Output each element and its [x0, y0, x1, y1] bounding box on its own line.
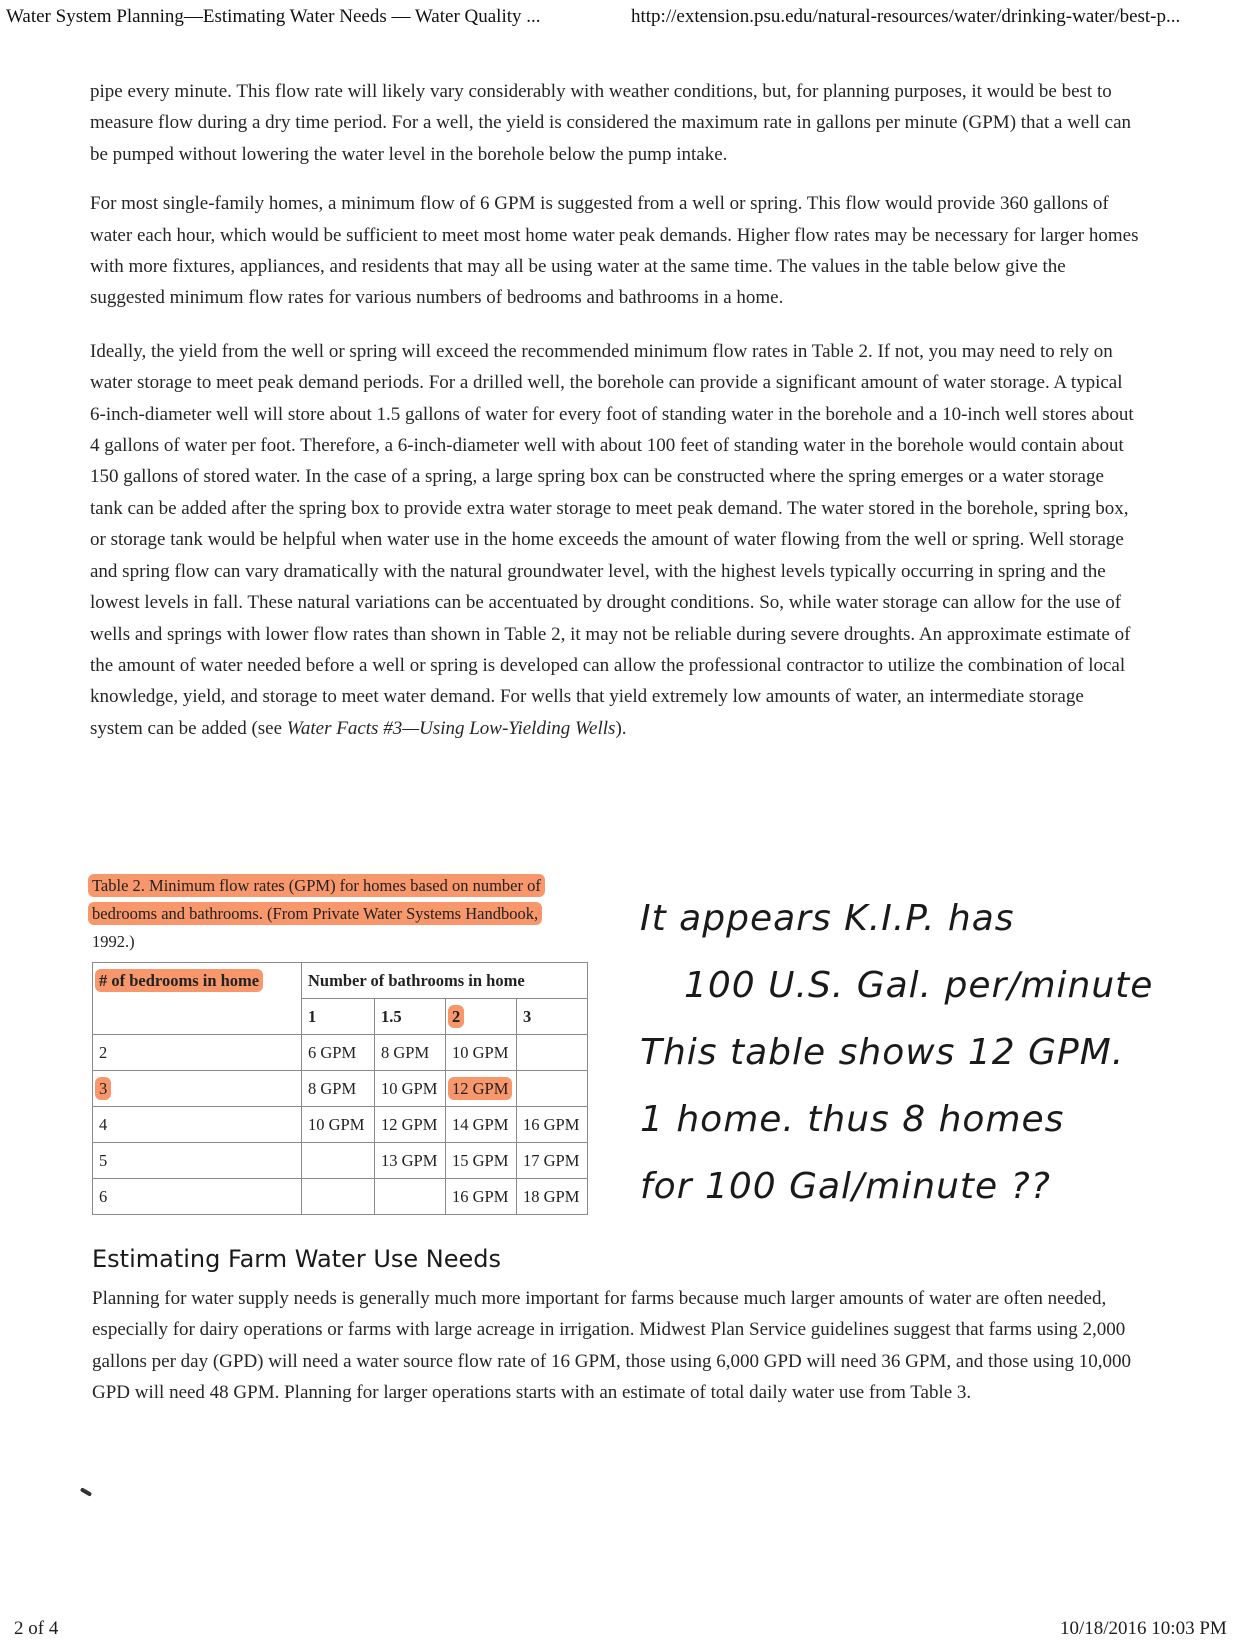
paragraph-storage-text: Ideally, the yield from the well or spring will exceed the recommended minimum flow rates in Table 2. If not, you may need to rely on water storage to meet peak demand periods. For a drilled well, the borehole can provide a significant amount of water storage. A typical 6-inch-diameter well will store about 1.5 gallons of water for every foot of standing water in the borehole and a 10-inch well stores about 4 gallons of water per foot. Therefore, a 6-inch-diameter well with about 100 feet of standing water in the borehole would contain about 150 gallons of stored water. In the case of a spring, a large spring box can be constructed where the spring emerges or a water storage tank can be added after the spring box to provide extra water storage to meet peak demand. The water stored in the borehole, spring box, or storage tank would be helpful when water use in the home exceeds the amount of water flowing from the well or spring. Well storage and spring flow can vary dramatically with the natural groundwater level, with the highest levels typically occurring in spring and the lowest levels in fall. These natural variations can be accentuated by drought conditions. So, while water storage can allow for the use of wells and springs with lower flow rates than shown in Table 2, it may not be reliable during severe droughts. An approximate estimate of the amount of water needed before a well or spring is developed can allow the professional contractor to utilize the combination of local knowledge, yield, and storage to meet water demand. For wells that yield extremely low amounts of water, an intermediate storage system can be added (see — [90, 340, 1134, 739]
table-header-row — [93, 963, 588, 999]
note-line: It appears K.I.P. has — [640, 898, 1015, 939]
bath-col-1: 1 — [302, 999, 375, 1035]
table-row — [93, 1071, 588, 1107]
caption-line-3: 1992.) — [92, 932, 135, 951]
bedrooms-cell: 5 — [93, 1143, 302, 1179]
farm-section — [92, 1245, 1142, 1409]
water-facts-reference: Water Facts #3—Using Low-Yielding Wells — [286, 717, 616, 739]
flow-cell — [517, 1071, 588, 1107]
flow-cell: 14 GPM — [446, 1107, 517, 1143]
section-heading: Estimating Farm Water Use Needs — [92, 1245, 502, 1273]
flow-cell: 12 GPM — [446, 1071, 517, 1107]
flow-cell: 16 GPM — [517, 1107, 588, 1143]
flow-cell — [302, 1143, 375, 1179]
caption-line-2: bedrooms and bathrooms. (From Private Water Systems Handbook, — [88, 902, 542, 925]
bedrooms-cell: 6 — [93, 1179, 302, 1215]
handwritten-note — [640, 885, 1240, 1220]
note-line: 1 home. thus 8 homes — [640, 1099, 1065, 1140]
print-header — [6, 6, 1248, 34]
farm-paragraph: Planning for water supply needs is generally much more important for farms because much larger amounts of water are often needed, especially for dairy operations or farms with large acreage in irrigation. Midwest Plan Service guidelines suggest that farms using 2,000 gallons per day (GPD) will need a water source flow rate of 16 GPM, those using 6,000 GPD will need 36 GPM, and those using 10,000 GPD will need 48 GPM. Planning for larger operations starts with an estimate of total daily water use from Table 3. — [92, 1288, 1132, 1404]
bedrooms-cell: 2 — [93, 1035, 302, 1071]
flow-cell: 8 GPM — [302, 1071, 375, 1107]
flow-cell: 18 GPM — [517, 1179, 588, 1215]
bedrooms-cell: 3 — [93, 1071, 302, 1107]
caption-line-1: Table 2. Minimum flow rates (GPM) for homes based on number of — [88, 874, 545, 897]
bath-col-2: 2 — [446, 999, 517, 1035]
page-url: http://extension.psu.edu/natural-resources/water/drinking-water/best-p... — [631, 6, 1181, 27]
table-row — [93, 1107, 588, 1143]
page-number: 2 of 4 — [14, 1618, 59, 1639]
note-line: for 100 Gal/minute ?? — [640, 1166, 1051, 1207]
paragraph-flow-rate: pipe every minute. This flow rate will likely vary considerably with weather conditions, but, for planning purposes, it would be best to measure flow during a dry time period. For a well, the yield is considered the maximum rate in gallons per minute (GPM) that a well can be pumped without lowering the water level in the borehole below the pump intake. — [90, 81, 1132, 165]
paragraph-single-family: For most single-family homes, a minimum flow of 6 GPM is suggested from a well or spring. This flow would provide 360 gallons of water each hour, which would be sufficient to meet most home water peak demands. Higher flow rates may be necessary for larger homes with more fixtures, appliances, and residents that may all be using water at the same time. The values in the table below give the suggested minimum flow rates for various numbers of bedrooms and bathrooms in a home. — [90, 193, 1139, 309]
flow-cell: 10 GPM — [302, 1107, 375, 1143]
flow-rate-table — [92, 962, 588, 1215]
flow-cell — [375, 1179, 446, 1215]
flow-cell: 15 GPM — [446, 1143, 517, 1179]
flow-cell: 16 GPM — [446, 1179, 517, 1215]
flow-cell — [302, 1179, 375, 1215]
table-2-caption — [92, 872, 602, 956]
flow-cell: 10 GPM — [446, 1035, 517, 1071]
flow-cell: 12 GPM — [375, 1107, 446, 1143]
page-title: Water System Planning—Estimating Water Needs — Water Quality ... — [6, 6, 541, 27]
table-2-block — [92, 872, 602, 1215]
article-body — [90, 76, 1140, 766]
note-line: This table shows 12 GPM. — [640, 1032, 1125, 1073]
table-row — [93, 1035, 588, 1071]
table-row — [93, 1143, 588, 1179]
header-bathrooms: Number of bathrooms in home — [302, 963, 588, 999]
print-datetime: 10/18/2016 10:03 PM — [1060, 1618, 1227, 1639]
header-bedrooms: # of bedrooms in home — [93, 963, 302, 1035]
table-row — [93, 1179, 588, 1215]
flow-cell — [517, 1035, 588, 1071]
flow-cell: 8 GPM — [375, 1035, 446, 1071]
flow-cell: 6 GPM — [302, 1035, 375, 1071]
scan-speck — [80, 1487, 92, 1496]
flow-cell: 17 GPM — [517, 1143, 588, 1179]
bath-col-3: 3 — [517, 999, 588, 1035]
paragraph-storage — [90, 336, 1140, 744]
bath-col-1-5: 1.5 — [375, 999, 446, 1035]
bedrooms-cell: 4 — [93, 1107, 302, 1143]
note-line: 100 U.S. Gal. per/minute — [684, 965, 1154, 1006]
flow-cell: 13 GPM — [375, 1143, 446, 1179]
flow-cell: 10 GPM — [375, 1071, 446, 1107]
paragraph-storage-end: ). — [615, 717, 627, 739]
